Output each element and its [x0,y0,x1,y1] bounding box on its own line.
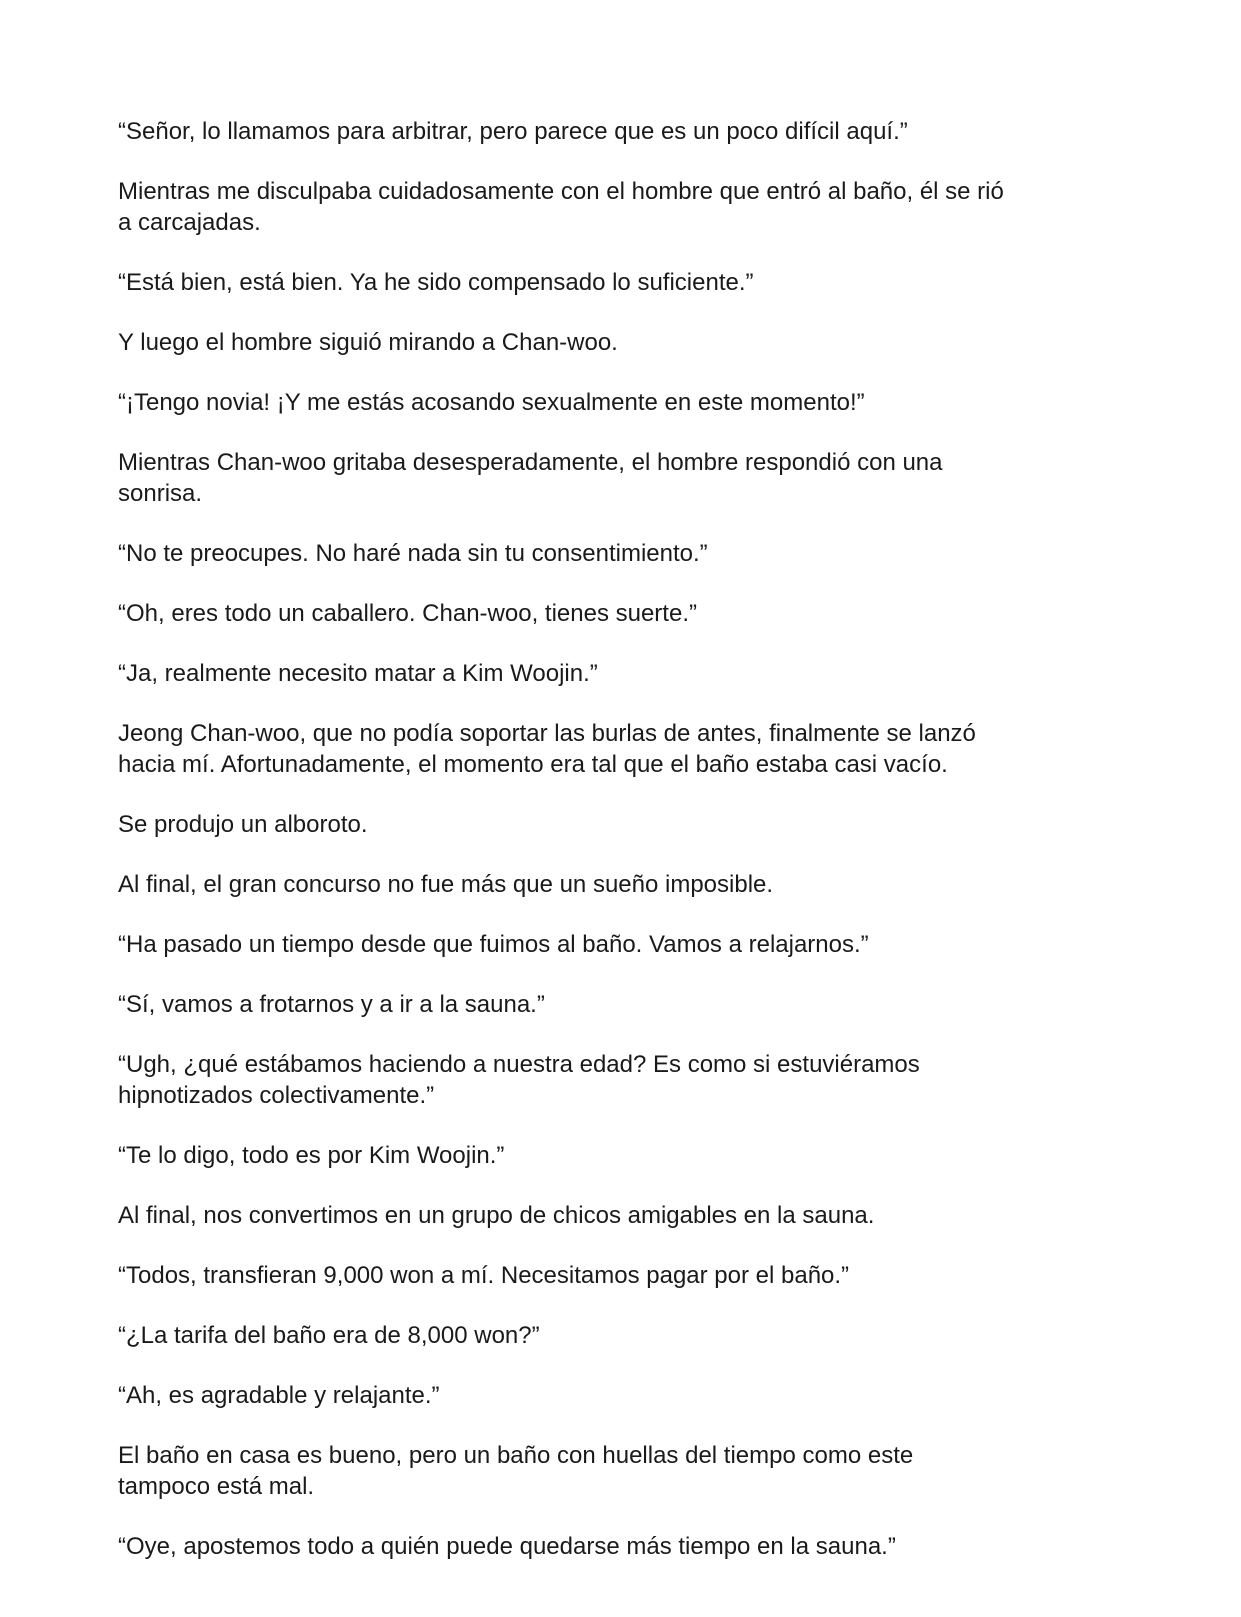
paragraph: “Ha pasado un tiempo desde que fuimos al baño. Vamos a relajarnos.” [118,931,869,958]
paragraph: “Te lo digo, todo es por Kim Woojin.” [118,1142,505,1169]
paragraph: El baño en casa es bueno, pero un baño con huellas del tiempo como este tampoco está mal. [118,1442,914,1500]
paragraph: Mientras Chan-woo gritaba desesperadamente, el hombre respondió con una sonrisa. [118,449,943,507]
paragraph: Al final, el gran concurso no fue más que un sueño imposible. [118,871,774,898]
paragraph: “¡Tengo novia! ¡Y me estás acosando sexualmente en este momento!” [118,389,865,416]
paragraph: Y luego el hombre siguió mirando a Chan-woo. [118,329,618,356]
paragraph: Al final, nos convertimos en un grupo de chicos amigables en la sauna. [118,1202,875,1229]
paragraph: “Ah, es agradable y relajante.” [118,1382,440,1409]
paragraph: “Oye, apostemos todo a quién puede quedarse más tiempo en la sauna.” [118,1533,896,1560]
paragraph: Jeong Chan-woo, que no podía soportar las burlas de antes, finalmente se lanzó hacia mí. Afortunadamente, el momento era tal que el baño estaba casi vacío. [118,720,976,778]
paragraph: “Señor, lo llamamos para arbitrar, pero parece que es un poco difícil aquí.” [118,118,908,145]
paragraph: “Ja, realmente necesito matar a Kim Woojin.” [118,660,598,687]
paragraph: “¿La tarifa del baño era de 8,000 won?” [118,1322,540,1349]
paragraph: “No te preocupes. No haré nada sin tu consentimiento.” [118,540,708,567]
document-body [118,116,1128,1591]
paragraph: “Sí, vamos a frotarnos y a ir a la sauna.” [118,991,545,1018]
paragraph: “Oh, eres todo un caballero. Chan-woo, tienes suerte.” [118,600,697,627]
paragraph: “Ugh, ¿qué estábamos haciendo a nuestra edad? Es como si estuviéramos hipnotizados colectivamente.” [118,1051,920,1109]
paragraph: “Todos, transfieran 9,000 won a mí. Necesitamos pagar por el baño.” [118,1262,850,1289]
paragraph: Se produjo un alboroto. [118,811,368,838]
paragraph: “Está bien, está bien. Ya he sido compensado lo suficiente.” [118,269,754,296]
paragraph: Mientras me disculpaba cuidadosamente con el hombre que entró al baño, él se rió a carcajadas. [118,178,1004,236]
